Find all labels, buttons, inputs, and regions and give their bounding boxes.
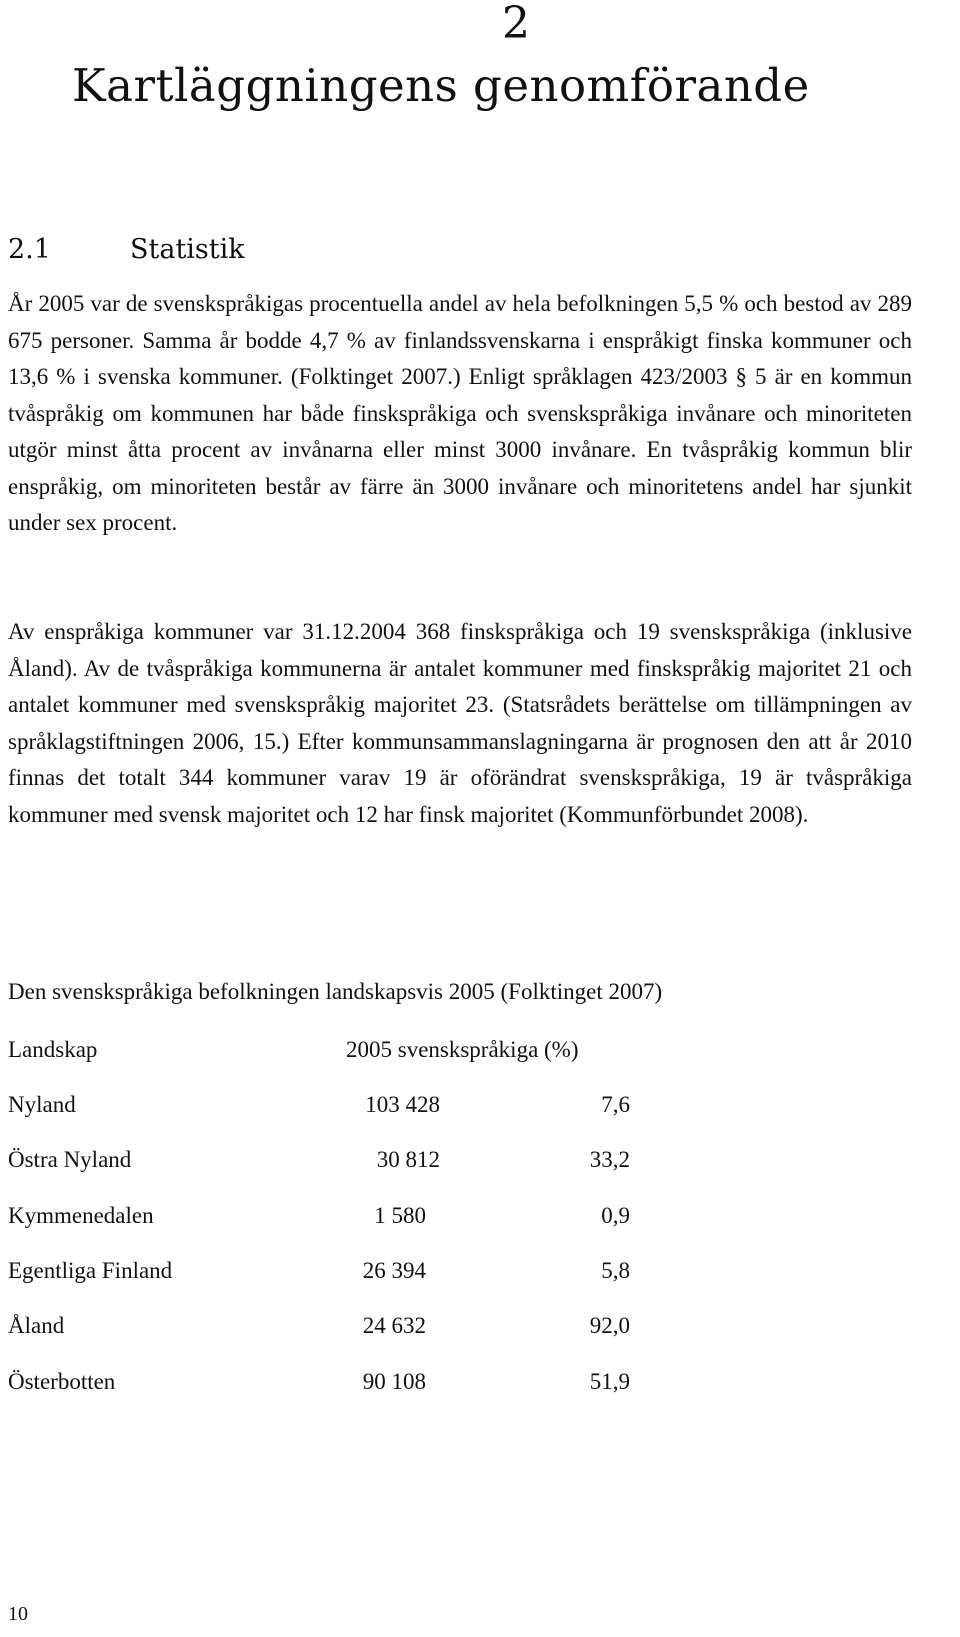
table-header-row [8,1034,708,1066]
table-cell-percent: 33,2 [589,1147,630,1172]
paragraph-text: År 2005 var de svenskspråkigas procentuella andel av hela befolkningen 5,5 % och bestod av 289 675 personer. Samma år bodde 4,7 % av finlandssvenskarna i enspråkigt finska kommuner och 13,6 % i svenska kommuner. (Folktinget 2007.) Enligt språklagen 423/2003 § 5 är en kommun tvåspråkig om kommunen har både finskspråkiga och svenskspråkiga invånare och minoriteten utgör minst åtta procent av invånarna eller minst 3000 invånare. En tvåspråkig kommun blir enspråkig, om minoriteten består av färre än 3000 invånare och minoritetens andel har sjunkit under sex procent. [8,291,912,535]
table-cell-count: 30 812 [376,1147,440,1172]
table-cell-count: 90 108 [362,1369,426,1394]
table-header-2005: 2005 svenskspråkiga (%) [346,1037,579,1062]
table-cell-landskap: Åland [8,1313,65,1338]
table-cell-landskap: Kymmenedalen [8,1203,154,1228]
table-cell-count: 24 632 [362,1313,426,1338]
table-cell-landskap: Egentliga Finland [8,1258,173,1283]
table-cell-percent: 0,9 [601,1203,630,1228]
table-row [8,1089,708,1121]
table-cell-percent: 51,9 [589,1369,630,1394]
table-cell-percent: 7,6 [601,1092,630,1117]
section-number: 2.1 [8,234,51,265]
table-cell-count: 103 428 [365,1092,440,1117]
page-number: 10 [8,1603,28,1625]
chapter-title: Kartläggningens genomförande [72,59,810,112]
table-row [8,1255,708,1287]
table-cell-landskap: Nyland [8,1092,76,1117]
table-row [8,1200,708,1232]
table-cell-landskap: Österbotten [8,1369,116,1394]
table-cell-landskap: Östra Nyland [8,1147,132,1172]
section-title: Statistik [130,234,245,265]
table-header-landskap: Landskap [8,1037,98,1062]
body-paragraph-1 [8,286,912,542]
chapter-number: 2 [502,0,530,49]
table-cell-count: 1 580 [374,1203,426,1228]
table-row [8,1310,708,1342]
table-row [8,1144,708,1176]
body-paragraph-2 [8,614,912,833]
paragraph-text: Av enspråkiga kommuner var 31.12.2004 368 finskspråkiga och 19 svenskspråkiga (inklusive Åland). Av de tvåspråkiga kommunerna är antalet kommuner med finskspråkig majoritet 21 och antalet kommuner med svenskspråkig majoritet 23. (Statsrådets berättelse om tillämpningen av språklagstiftningen 2006, 15.) Efter kommunsammanslagningarna är prognosen den att år 2010 finnas det totalt 344 kommuner varav 19 är oförändrat svenskspråkiga, 19 är tvåspråkiga kommuner med svensk majoritet och 12 har finsk majoritet (Kommunförbundet 2008). [8,619,912,827]
table-caption: Den svenskspråkiga befolkningen landskapsvis 2005 (Folktinget 2007) [8,979,663,1004]
section-heading [8,233,245,267]
table-row [8,1366,708,1398]
table-cell-percent: 5,8 [601,1258,630,1283]
table-cell-count: 26 394 [362,1258,426,1283]
table-cell-percent: 92,0 [589,1313,630,1338]
